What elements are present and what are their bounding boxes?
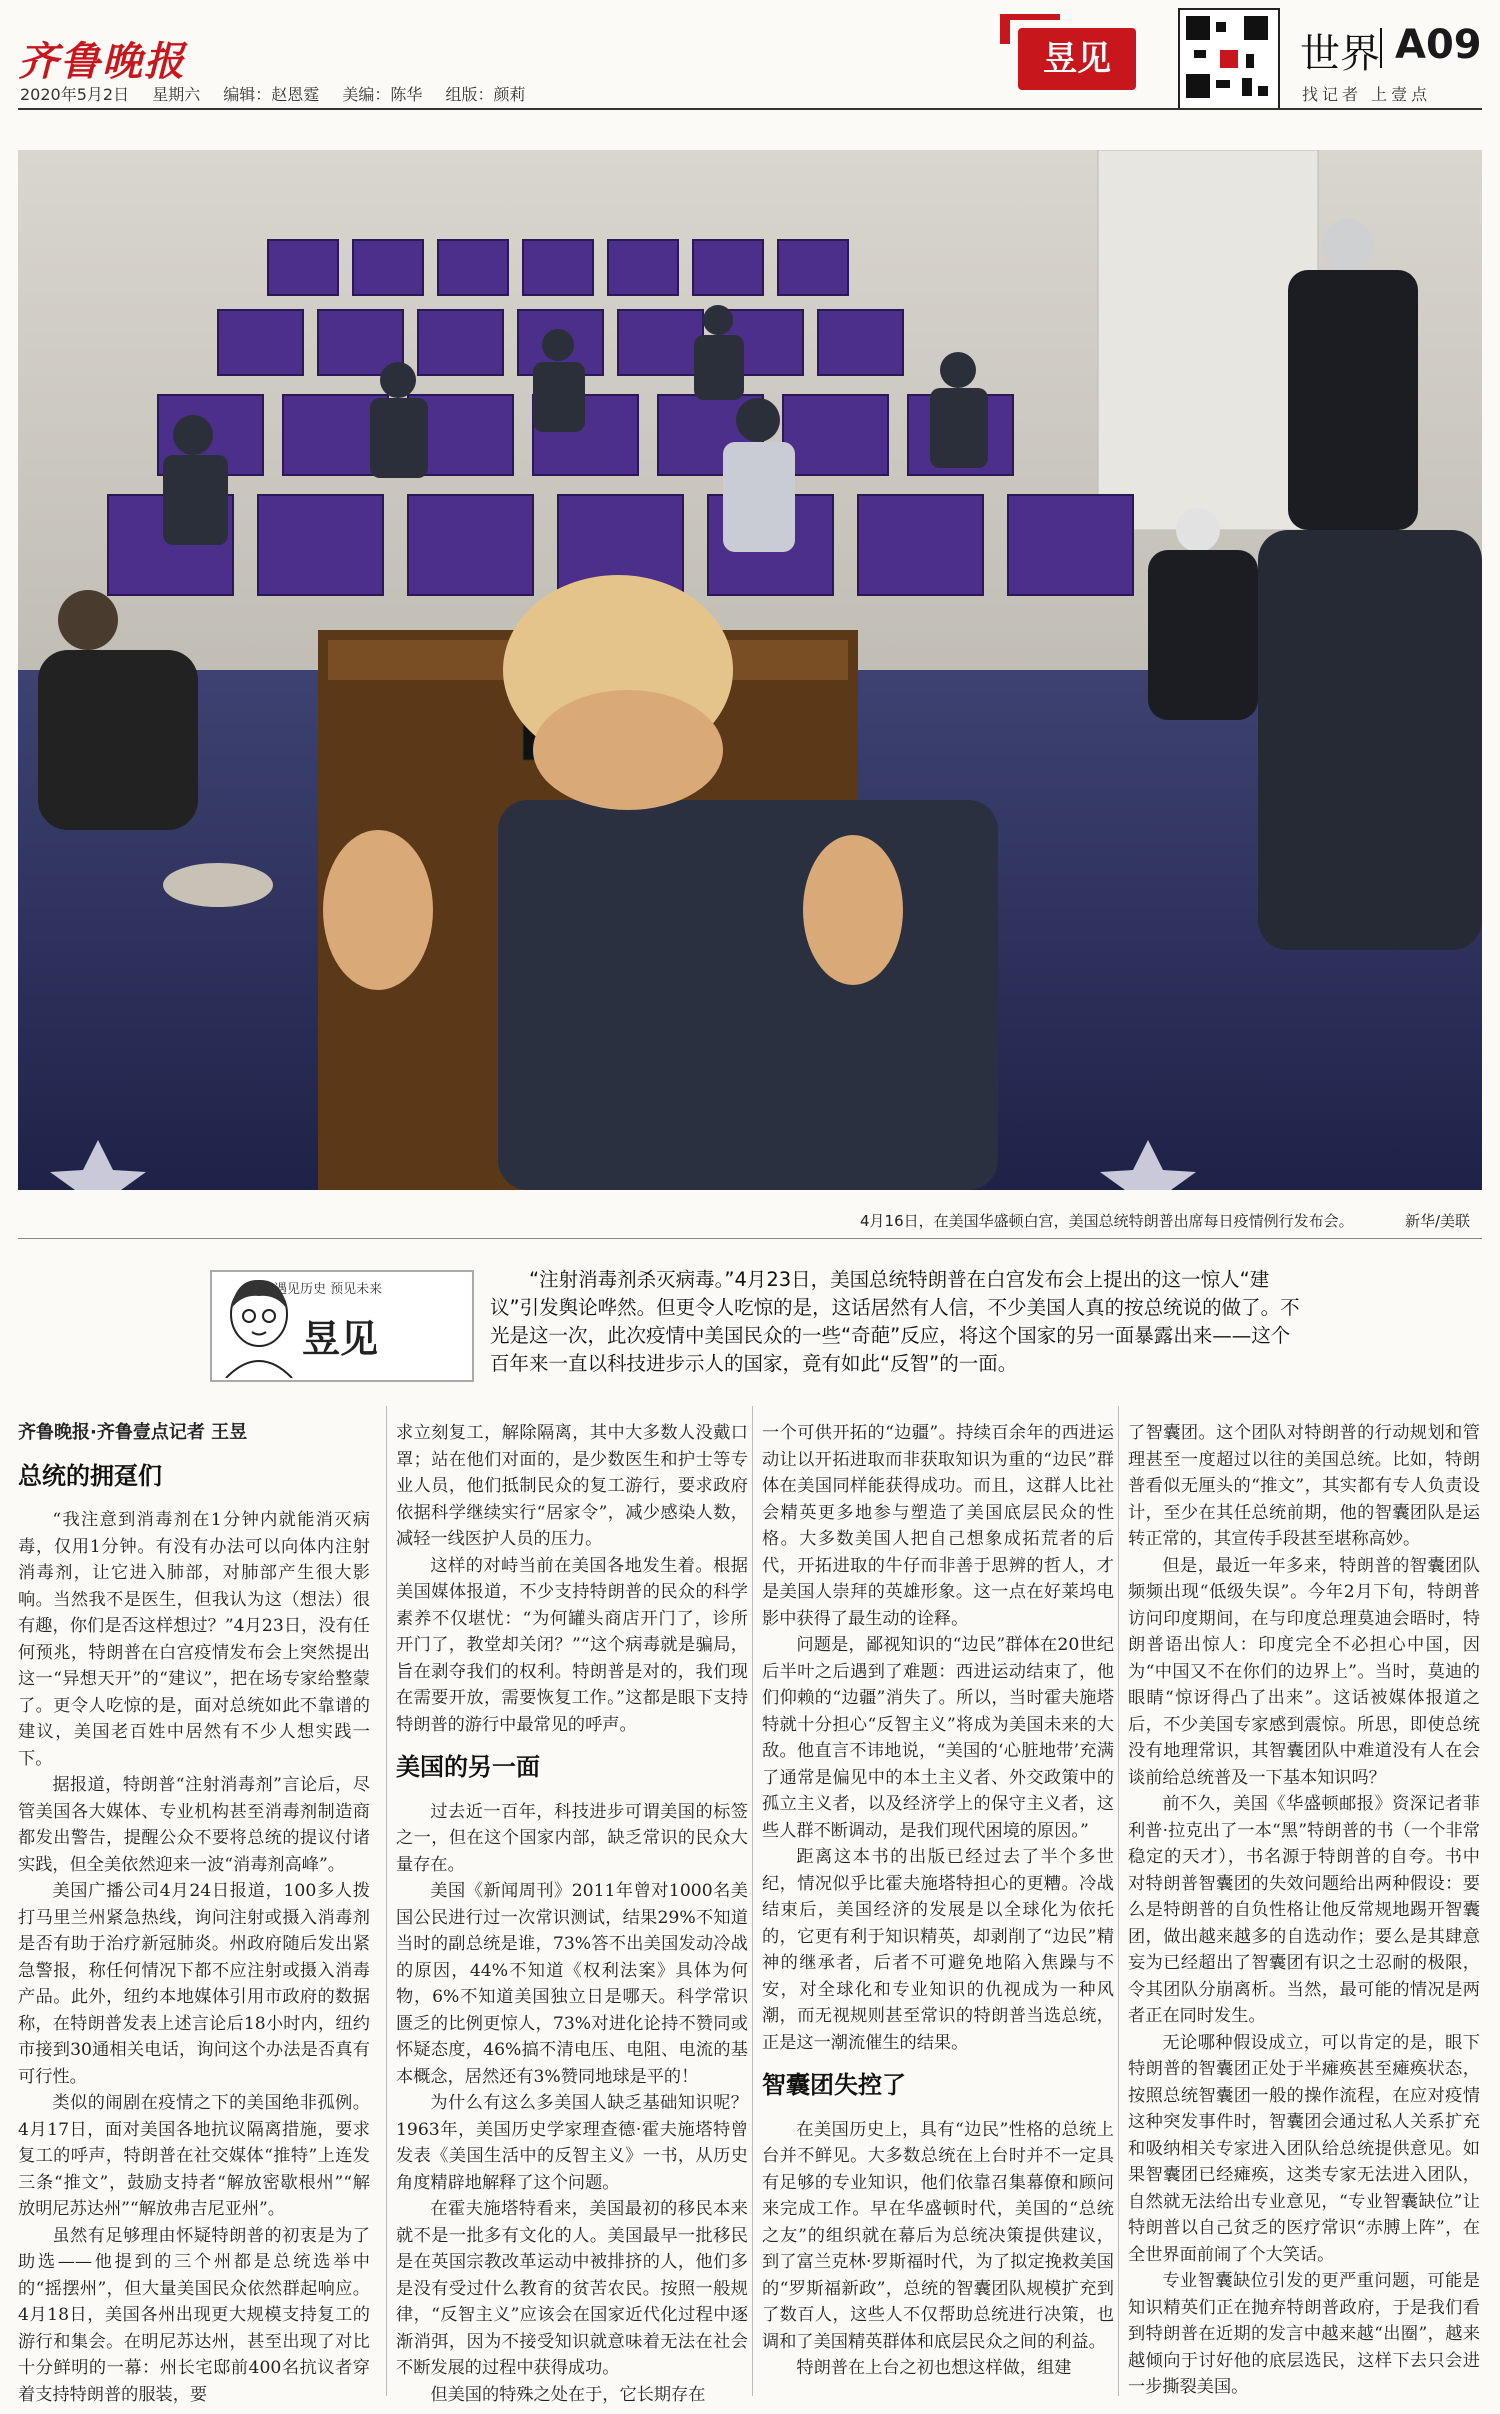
press-briefing-photo <box>18 150 1482 1190</box>
issue-date: 2020年5月2日 <box>20 85 130 104</box>
section-heading: 智囊团失控了 <box>762 2071 906 2099</box>
column-name: 昱见 <box>302 1317 379 1361</box>
column-tagline: 遇见历史 预见未来 <box>274 1282 383 1297</box>
qr-code-icon[interactable] <box>1178 8 1280 110</box>
photo-caption: 4月16日，在美国华盛顿白宫，美国总统特朗普出席每日疫情例行发布会。 <box>860 1212 1354 1230</box>
paragraph: 美国《新闻周刊》2011年曾对1000名美国公民进行过一次常识测试，结果29%不知道当时的副总统是谁，73%答不出美国发动冷战的原因，44%不知道《权利法案》具体为何物，6%不知道美国独立日是哪天。科学常识匮乏的比例更惊人，73%对进化论持不赞同或怀疑态度，46%搞不清电压、电阻、电流的基本概念，居然还有3%赞同地球是平的！ <box>396 1881 748 2087</box>
paragraph: 这样的对峙当前在美国各地发生着。根据美国媒体报道，不少支持特朗普的民众的科学素养不仅堪忧：“为何罐头商店开门了，诊所开门了，教堂却关闭？”“这个病毒就是骗局，旨在剥夺我们的权利。特朗普是对的，我们现在需要开放，需要恢复工作。”这都是眼下支持特朗普的游行中最常见的呼声。 <box>396 1555 748 1735</box>
paragraph: 美国广播公司4月24日报道，100多人拨打马里兰州紧急热线，询问注射或摄入消毒剂是否有助于治疗新冠肺炎。州政府随后发出紧急警报，称任何情况下都不应注射或摄入消毒产品。此外，纽约本地媒体引用市政府的数据称，在特朗普发表上述言论后18小时内，纽约市接到30通相关电话，询问这个办法是否真有可行性。 <box>18 1881 370 2087</box>
masthead-logo: 齐鲁晚报 <box>18 38 186 85</box>
paragraph: “我注意到消毒剂在1分钟内就能消灭病毒，仅用1分钟。有没有办法可以向体内注射消毒剂，让它进入肺部，对肺部产生很大影响。当然我不是医生，但我认为这（想法）很有趣，你们是否这样想过？”4月23日，没有任何预兆，特朗普在白宫疫情发布会上突然提出这一“异想天开”的“建议”，把在场专家给整蒙了。更令人吃惊的是，面对总统如此不靠谱的建议，美国老百姓中居然有不少人想实践一下。 <box>18 1510 370 1769</box>
paragraph: 但是，最近一年多来，特朗普的智囊团队频频出现“低级失误”。今年2月下旬，特朗普访问印度期间，在与印度总理莫迪会晤时，特朗普语出惊人：印度完全不必担心中国，因为“中国又不在你们的边界上”。当时，莫迪的眼睛“惊讶得凸了出来”。这话被媒体报道之后，不少美国专家感到震惊。所思，即使总统没有地理常识，其智囊团队中难道没有人在会谈前给总统普及一下基本知识吗？ <box>1128 1555 1480 1788</box>
paragraph: 前不久，美国《华盛顿邮报》资深记者菲利普·拉克出了一本“黑”特朗普的书（一个非常稳定的天才），书名源于特朗普的自夸。书中对特朗普智囊团的失效问题给出两种假设：要么是特朗普的自负性格让他反常规地踢开智囊团，做出越来越多的自选动作；要么是其肆意妄为已经超出了智囊团有识之士忍耐的极限，令其团队分崩离析。当然，最可能的情况是两者正在同时发生。 <box>1128 1794 1480 2026</box>
lead-paragraph: “注射消毒剂杀灭病毒。”4月23日，美国总统特朗普在白宫发布会上提出的这一惊人“建议”引发舆论哗然。但更令人吃惊的是，这话居然有人信，不少美国人真的按总统说的做了。不光是这一次，此次疫情中美国民众的一些“奇葩”反应，将这个国家的另一面暴露出来——这个百年来一直以科技进步示人的国家，竟有如此“反智”的一面。 <box>490 1268 1300 1375</box>
article-column-2 <box>396 1420 748 2408</box>
paragraph: 过去近一百年，科技进步可谓美国的标签之一，但在这个国家内部，缺乏常识的民众大量存在。 <box>396 1801 748 1875</box>
paragraph: 在霍夫施塔特看来，美国最初的移民本来就不是一批多有文化的人。美国最早一批移民是在英国宗教改革运动中被排挤的人，他们多是没有受过什么教育的贫苦农民。按照一般规律，“反智主义”应该会在国家近代化过程中逐渐消弭，因为不接受知识就意味着无法在社会不断发展的过程中获得成功。 <box>396 2199 748 2378</box>
issue-weekday: 星期六 <box>152 85 201 104</box>
article-body <box>18 1420 1482 2405</box>
columnist-badge <box>210 1270 474 1382</box>
designer-credit: 美编：陈华 <box>342 85 423 104</box>
paragraph: 专业智囊缺位引发的更严重问题，可能是知识精英们正在抛弃特朗普政府，于是我们看到特朗普在近期的发言中越来越“出圈”，越来越倾向于讨好他的底层选民，这样下去只会进一步撕裂美国。 <box>1128 2271 1480 2397</box>
article-column-1 <box>18 1420 370 2408</box>
paragraph: 了智囊团。这个团队对特朗普的行动规划和管理甚至一度超过以往的美国总统。比如，特朗普看似无厘头的“推文”，其实都有专人负责设计，至少在其任总统前期，他的智囊团队是运转正常的，其宣传手段甚至堪称高妙。 <box>1128 1423 1480 1549</box>
section-heading: 美国的另一面 <box>396 1753 540 1781</box>
section-subtitle: 找记者 上壹点 <box>1302 85 1432 104</box>
photo-credit: 新华/美联 <box>1405 1212 1471 1230</box>
editor-credit: 编辑：赵恩霆 <box>223 85 320 104</box>
paragraph: 一个可供开拓的“边疆”。持续百余年的西进运动让以开拓进取而非获取知识为重的“边民”群体在美国同样能获得成功。而且，这群人比社会精英更多地参与塑造了美国底层民众的性格。大多数美国人把自己想象成拓荒者的后代，开拓进取的牛仔而非善于思辨的哲人，才是美国人崇拜的英雄形象。这一点在好莱坞电影中获得了最生动的诠释。 <box>762 1423 1114 1629</box>
section-title: 世界 <box>1300 31 1380 77</box>
paragraph: 距离这本书的出版已经过去了半个多世纪，情况似乎比霍夫施塔特担心的更糟。冷战结束后，美国经济的发展是以全球化为依托的，它更有利于知识精英，却剥削了“边民”精神的继承者，后者不可避免地陷入焦躁与不安，对全球化和专业知识的仇视成为一种风潮，而无视规则甚至常识的特朗普当选总统，正是这一潮流催生的结果。 <box>762 1847 1114 2053</box>
paragraph: 特朗普在上台之初也想这样做，组建 <box>796 2358 1072 2378</box>
paragraph: 在美国历史上，具有“边民”性格的总统上台并不鲜见。大多数总统在上台时并不一定具有足够的专业知识，他们依靠召集幕僚和顾问来完成工作。早在华盛顿时代，美国的“总统之友”的组织就在幕后为总统决策提供建议，到了富兰克林·罗斯福时代，为了拟定挽救美国的“罗斯福新政”，总统的智囊团队规模扩充到了数百人，这些人不仅帮助总统进行决策，也调和了美国精英群体和底层民众之间的利益。 <box>762 2119 1114 2352</box>
paragraph: 虽然有足够理由怀疑特朗普的初衷是为了助选——他提到的三个州都是总统选举中的“摇摆州”，但大量美国民众依然群起响应。4月18日，美国各州出现更大规模支持复工的游行和集会。在明尼苏达州，甚至出现了对比十分鲜明的一幕：州长宅邸前400名抗议者穿着支持特朗普的服装，要 <box>18 2225 370 2405</box>
paragraph: 类似的闹剧在疫情之下的美国绝非孤例。4月17日，面对美国各地抗议隔离措施，要求复工的呼声，特朗普在社交媒体“推特”上连发三条“推文”，鼓励支持者“解放密歇根州”“解放明尼苏达州”“解放弗吉尼亚州”。 <box>18 2093 370 2219</box>
paragraph: 求立刻复工，解除隔离，其中大多数人没戴口罩；站在他们对面的，是少数医生和护士等专业人员，他们抵制民众的复工游行，要求政府依据科学继续实行“居家令”，减少感染人数，减轻一线医护人员的压力。 <box>396 1423 748 1549</box>
proof-credit: 组版：颜莉 <box>445 85 526 104</box>
brand-label: 昱见 <box>1018 28 1136 90</box>
article-column-4 <box>1128 1420 1480 2401</box>
paragraph: 但美国的特殊之处在于，它长期存在 <box>430 2384 706 2405</box>
dateline <box>20 82 544 105</box>
column-brand <box>1000 14 1150 86</box>
paragraph: 据报道，特朗普“注射消毒剂”言论后，尽管美国各大媒体、专业机构甚至消毒剂制造商都发出警告，提醒公众不要将总统的提议付诸实践，但全美依然迎来一波“消毒剂高峰”。 <box>18 1775 370 1875</box>
section-heading: 总统的拥趸们 <box>18 1461 162 1490</box>
paragraph: 问题是，鄙视知识的“边民”群体在20世纪后半叶之后遇到了难题：西进运动结束了，他们仰赖的“边疆”消失了。所以，当时霍夫施塔特就十分担心“反智主义”将成为美国未来的大敌。他直言不讳地说，“美国的‘心脏地带’充满了通常是偏见中的本土主义者、外交政策中的孤立主义者，以及经济学上的保守主义者，这些人群不断调动，是我们现代困境的原因。” <box>762 1635 1114 1841</box>
page-header <box>0 0 1500 130</box>
paragraph: 无论哪种假设成立，可以肯定的是，眼下特朗普的智囊团正处于半瘫痪甚至瘫痪状态，按照总统智囊团一般的操作流程，在应对疫情这种突发事件时，智囊团会通过私人关系扩充和吸纳相关专家进入团队给总统提供意见。如果智囊团已经瘫痪，这类专家无法进入团队，自然就无法给出专业意见，“专业智囊缺位”让特朗普以自己贫乏的医疗常识“赤膊上阵”，在全世界面前闹了个大笑话。 <box>1128 2032 1480 2265</box>
page-number: A09 <box>1395 22 1482 68</box>
article-column-3 <box>762 1420 1114 2382</box>
byline: 齐鲁晚报·齐鲁壹点记者 王昱 <box>18 1422 248 1443</box>
paragraph: 为什么有这么多美国人缺乏基础知识呢？1963年，美国历史学家理查德·霍夫施塔特曾发表《美国生活中的反智主义》一书，从历史角度精辟地解释了这个问题。 <box>396 2093 748 2193</box>
